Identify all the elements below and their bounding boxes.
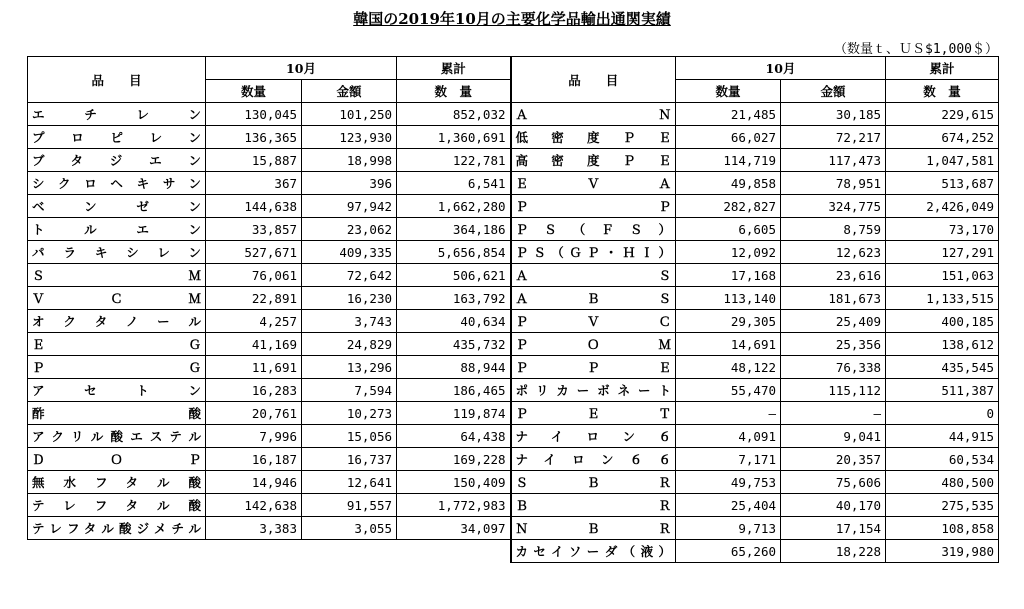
cell-cum: 119,874 bbox=[397, 402, 511, 425]
cell-amt: 3,743 bbox=[302, 310, 397, 333]
cell-cum: 138,612 bbox=[886, 333, 999, 356]
header-amount-left: 金額 bbox=[302, 80, 397, 103]
cell-amt: 181,673 bbox=[781, 287, 886, 310]
table-row bbox=[28, 287, 999, 310]
item-name: シクロヘキサン bbox=[28, 172, 206, 195]
item-name: ＰＳ（ＦＳ） bbox=[511, 218, 676, 241]
cell-cum: 40,634 bbox=[397, 310, 511, 333]
header-month-right: 10月 bbox=[676, 57, 886, 80]
header-quantity-left: 数量 bbox=[206, 80, 302, 103]
cell-qty: 6,605 bbox=[676, 218, 781, 241]
cell-amt: 30,185 bbox=[781, 103, 886, 126]
item-name: ポリカーボネート bbox=[511, 379, 676, 402]
cell-qty: 25,404 bbox=[676, 494, 781, 517]
cell-cum: 435,732 bbox=[397, 333, 511, 356]
cell-amt: 3,055 bbox=[302, 517, 397, 540]
cell-qty: 4,091 bbox=[676, 425, 781, 448]
item-name: パラキシレン bbox=[28, 241, 206, 264]
table-row bbox=[28, 172, 999, 195]
cell-qty: 21,485 bbox=[676, 103, 781, 126]
header-item-left: 品 目 bbox=[28, 57, 206, 103]
empty-cell bbox=[397, 540, 511, 563]
cell-amt: 409,335 bbox=[302, 241, 397, 264]
item-name: アセトン bbox=[28, 379, 206, 402]
table-row bbox=[28, 264, 999, 287]
item-name: アクリル酸エステル bbox=[28, 425, 206, 448]
item-name: ＰＥＴ bbox=[511, 402, 676, 425]
cell-amt: 12,623 bbox=[781, 241, 886, 264]
table-row bbox=[28, 310, 999, 333]
page-title: 韓国の2019年10月の主要化学品輸出通関実績 bbox=[353, 10, 671, 28]
header-cum-quantity-left: 数 量 bbox=[397, 80, 511, 103]
cell-qty: 33,857 bbox=[206, 218, 302, 241]
cell-cum: 674,252 bbox=[886, 126, 999, 149]
item-name: ＢＲ bbox=[511, 494, 676, 517]
cell-amt: 10,273 bbox=[302, 402, 397, 425]
table-row bbox=[28, 356, 999, 379]
cell-cum: 480,500 bbox=[886, 471, 999, 494]
cell-amt: 16,737 bbox=[302, 448, 397, 471]
cell-qty: 142,638 bbox=[206, 494, 302, 517]
cell-amt: 23,062 bbox=[302, 218, 397, 241]
empty-cell bbox=[206, 540, 302, 563]
cell-amt: 23,616 bbox=[781, 264, 886, 287]
cell-qty: 16,187 bbox=[206, 448, 302, 471]
cell-amt: 115,112 bbox=[781, 379, 886, 402]
cell-amt: 72,217 bbox=[781, 126, 886, 149]
cell-amt: 396 bbox=[302, 172, 397, 195]
header-month-left: 10月 bbox=[206, 57, 397, 80]
cell-cum: 1,047,581 bbox=[886, 149, 999, 172]
cell-cum: 44,915 bbox=[886, 425, 999, 448]
export-table bbox=[27, 56, 999, 563]
cell-amt: 18,228 bbox=[781, 540, 886, 563]
cell-qty: 114,719 bbox=[676, 149, 781, 172]
cell-amt: 12,641 bbox=[302, 471, 397, 494]
cell-amt: 16,230 bbox=[302, 287, 397, 310]
cell-qty: 113,140 bbox=[676, 287, 781, 310]
cell-qty: 527,671 bbox=[206, 241, 302, 264]
cell-amt: 91,557 bbox=[302, 494, 397, 517]
item-name: エチレン bbox=[28, 103, 206, 126]
item-name: ＰＰＥ bbox=[511, 356, 676, 379]
cell-qty: — bbox=[676, 402, 781, 425]
cell-amt: 78,951 bbox=[781, 172, 886, 195]
table-row bbox=[28, 494, 999, 517]
cell-qty: 22,891 bbox=[206, 287, 302, 310]
cell-cum: 275,535 bbox=[886, 494, 999, 517]
item-name: ＰＯＭ bbox=[511, 333, 676, 356]
item-name: ＥＶＡ bbox=[511, 172, 676, 195]
cell-qty: 29,305 bbox=[676, 310, 781, 333]
table-row bbox=[28, 333, 999, 356]
cell-cum: 60,534 bbox=[886, 448, 999, 471]
cell-cum: 1,772,983 bbox=[397, 494, 511, 517]
cell-qty: 16,283 bbox=[206, 379, 302, 402]
header-amount-right: 金額 bbox=[781, 80, 886, 103]
cell-cum: 229,615 bbox=[886, 103, 999, 126]
cell-cum: 513,687 bbox=[886, 172, 999, 195]
cell-qty: 7,171 bbox=[676, 448, 781, 471]
cell-amt: 18,998 bbox=[302, 149, 397, 172]
cell-cum: 364,186 bbox=[397, 218, 511, 241]
cell-qty: 65,260 bbox=[676, 540, 781, 563]
item-name: ＰＶＣ bbox=[511, 310, 676, 333]
cell-qty: 14,691 bbox=[676, 333, 781, 356]
table-row bbox=[28, 402, 999, 425]
item-name: オクタノール bbox=[28, 310, 206, 333]
cell-amt: — bbox=[781, 402, 886, 425]
table-row bbox=[28, 517, 999, 540]
cell-amt: 25,409 bbox=[781, 310, 886, 333]
item-name: カセイソーダ（液） bbox=[511, 540, 676, 563]
item-name: ＰＳ（ＧＰ・ＨＩ） bbox=[511, 241, 676, 264]
cell-amt: 17,154 bbox=[781, 517, 886, 540]
cell-cum: 435,545 bbox=[886, 356, 999, 379]
header-cumulative-left: 累計 bbox=[397, 57, 511, 80]
cell-amt: 72,642 bbox=[302, 264, 397, 287]
cell-qty: 282,827 bbox=[676, 195, 781, 218]
cell-qty: 144,638 bbox=[206, 195, 302, 218]
item-name: 高密度ＰＥ bbox=[511, 149, 676, 172]
cell-qty: 15,887 bbox=[206, 149, 302, 172]
cell-amt: 7,594 bbox=[302, 379, 397, 402]
cell-amt: 97,942 bbox=[302, 195, 397, 218]
item-name: ＶＣＭ bbox=[28, 287, 206, 310]
cell-amt: 123,930 bbox=[302, 126, 397, 149]
cell-cum: 852,032 bbox=[397, 103, 511, 126]
cell-cum: 511,387 bbox=[886, 379, 999, 402]
cell-cum: 108,858 bbox=[886, 517, 999, 540]
cell-qty: 7,996 bbox=[206, 425, 302, 448]
cell-cum: 1,133,515 bbox=[886, 287, 999, 310]
cell-amt: 9,041 bbox=[781, 425, 886, 448]
table-row bbox=[28, 103, 999, 126]
cell-cum: 122,781 bbox=[397, 149, 511, 172]
table-row bbox=[28, 241, 999, 264]
cell-amt: 101,250 bbox=[302, 103, 397, 126]
cell-cum: 0 bbox=[886, 402, 999, 425]
table-row bbox=[28, 379, 999, 402]
item-name: ベンゼン bbox=[28, 195, 206, 218]
empty-cell bbox=[302, 540, 397, 563]
table-row bbox=[28, 149, 999, 172]
cell-qty: 17,168 bbox=[676, 264, 781, 287]
table-row bbox=[28, 448, 999, 471]
item-name: ナイロン６６ bbox=[511, 448, 676, 471]
cell-qty: 55,470 bbox=[676, 379, 781, 402]
cell-qty: 130,045 bbox=[206, 103, 302, 126]
cell-qty: 4,257 bbox=[206, 310, 302, 333]
item-name: ＳＢＲ bbox=[511, 471, 676, 494]
empty-cell bbox=[28, 540, 206, 563]
cell-qty: 20,761 bbox=[206, 402, 302, 425]
table-row bbox=[28, 195, 999, 218]
cell-qty: 9,713 bbox=[676, 517, 781, 540]
cell-cum: 34,097 bbox=[397, 517, 511, 540]
cell-qty: 136,365 bbox=[206, 126, 302, 149]
cell-cum: 1,662,280 bbox=[397, 195, 511, 218]
cell-amt: 20,357 bbox=[781, 448, 886, 471]
cell-amt: 324,775 bbox=[781, 195, 886, 218]
cell-cum: 88,944 bbox=[397, 356, 511, 379]
table-row bbox=[28, 425, 999, 448]
table-row bbox=[28, 540, 999, 563]
item-name: ナイロン６ bbox=[511, 425, 676, 448]
cell-amt: 117,473 bbox=[781, 149, 886, 172]
item-name: ＰＰ bbox=[511, 195, 676, 218]
cell-qty: 3,383 bbox=[206, 517, 302, 540]
cell-cum: 400,185 bbox=[886, 310, 999, 333]
cell-cum: 506,621 bbox=[397, 264, 511, 287]
header-cumulative-right: 累計 bbox=[886, 57, 999, 80]
item-name: ＤＯＰ bbox=[28, 448, 206, 471]
cell-amt: 75,606 bbox=[781, 471, 886, 494]
item-name: ＮＢＲ bbox=[511, 517, 676, 540]
cell-cum: 1,360,691 bbox=[397, 126, 511, 149]
cell-cum: 127,291 bbox=[886, 241, 999, 264]
item-name: プロピレン bbox=[28, 126, 206, 149]
cell-qty: 11,691 bbox=[206, 356, 302, 379]
table-row bbox=[28, 218, 999, 241]
header-cum-quantity-right: 数 量 bbox=[886, 80, 999, 103]
cell-cum: 73,170 bbox=[886, 218, 999, 241]
item-name: ＡＢＳ bbox=[511, 287, 676, 310]
table-row bbox=[28, 126, 999, 149]
header-quantity-right: 数量 bbox=[676, 80, 781, 103]
cell-amt: 24,829 bbox=[302, 333, 397, 356]
cell-amt: 76,338 bbox=[781, 356, 886, 379]
cell-amt: 40,170 bbox=[781, 494, 886, 517]
item-name: 低密度ＰＥ bbox=[511, 126, 676, 149]
cell-cum: 5,656,854 bbox=[397, 241, 511, 264]
cell-cum: 319,980 bbox=[886, 540, 999, 563]
item-name: 酢酸 bbox=[28, 402, 206, 425]
cell-cum: 150,409 bbox=[397, 471, 511, 494]
item-name: ＳＭ bbox=[28, 264, 206, 287]
cell-amt: 8,759 bbox=[781, 218, 886, 241]
cell-cum: 2,426,049 bbox=[886, 195, 999, 218]
header-item-right: 品 目 bbox=[511, 57, 676, 103]
cell-qty: 76,061 bbox=[206, 264, 302, 287]
table-row bbox=[28, 471, 999, 494]
cell-cum: 169,228 bbox=[397, 448, 511, 471]
item-name: テレフタル酸 bbox=[28, 494, 206, 517]
cell-cum: 6,541 bbox=[397, 172, 511, 195]
cell-qty: 49,858 bbox=[676, 172, 781, 195]
item-name: ブタジエン bbox=[28, 149, 206, 172]
item-name: トルエン bbox=[28, 218, 206, 241]
cell-amt: 15,056 bbox=[302, 425, 397, 448]
cell-cum: 163,792 bbox=[397, 287, 511, 310]
units-note: （数量ｔ、ＵＳ$1,000＄） bbox=[834, 42, 998, 57]
cell-qty: 49,753 bbox=[676, 471, 781, 494]
cell-qty: 66,027 bbox=[676, 126, 781, 149]
cell-amt: 13,296 bbox=[302, 356, 397, 379]
cell-qty: 48,122 bbox=[676, 356, 781, 379]
item-name: テレフタル酸ジメチル bbox=[28, 517, 206, 540]
cell-qty: 14,946 bbox=[206, 471, 302, 494]
cell-amt: 25,356 bbox=[781, 333, 886, 356]
cell-qty: 367 bbox=[206, 172, 302, 195]
item-name: ＡＳ bbox=[511, 264, 676, 287]
item-name: ＡＮ bbox=[511, 103, 676, 126]
cell-cum: 151,063 bbox=[886, 264, 999, 287]
cell-qty: 41,169 bbox=[206, 333, 302, 356]
cell-cum: 64,438 bbox=[397, 425, 511, 448]
cell-qty: 12,092 bbox=[676, 241, 781, 264]
item-name: ＥＧ bbox=[28, 333, 206, 356]
item-name: ＰＧ bbox=[28, 356, 206, 379]
cell-cum: 186,465 bbox=[397, 379, 511, 402]
item-name: 無水フタル酸 bbox=[28, 471, 206, 494]
